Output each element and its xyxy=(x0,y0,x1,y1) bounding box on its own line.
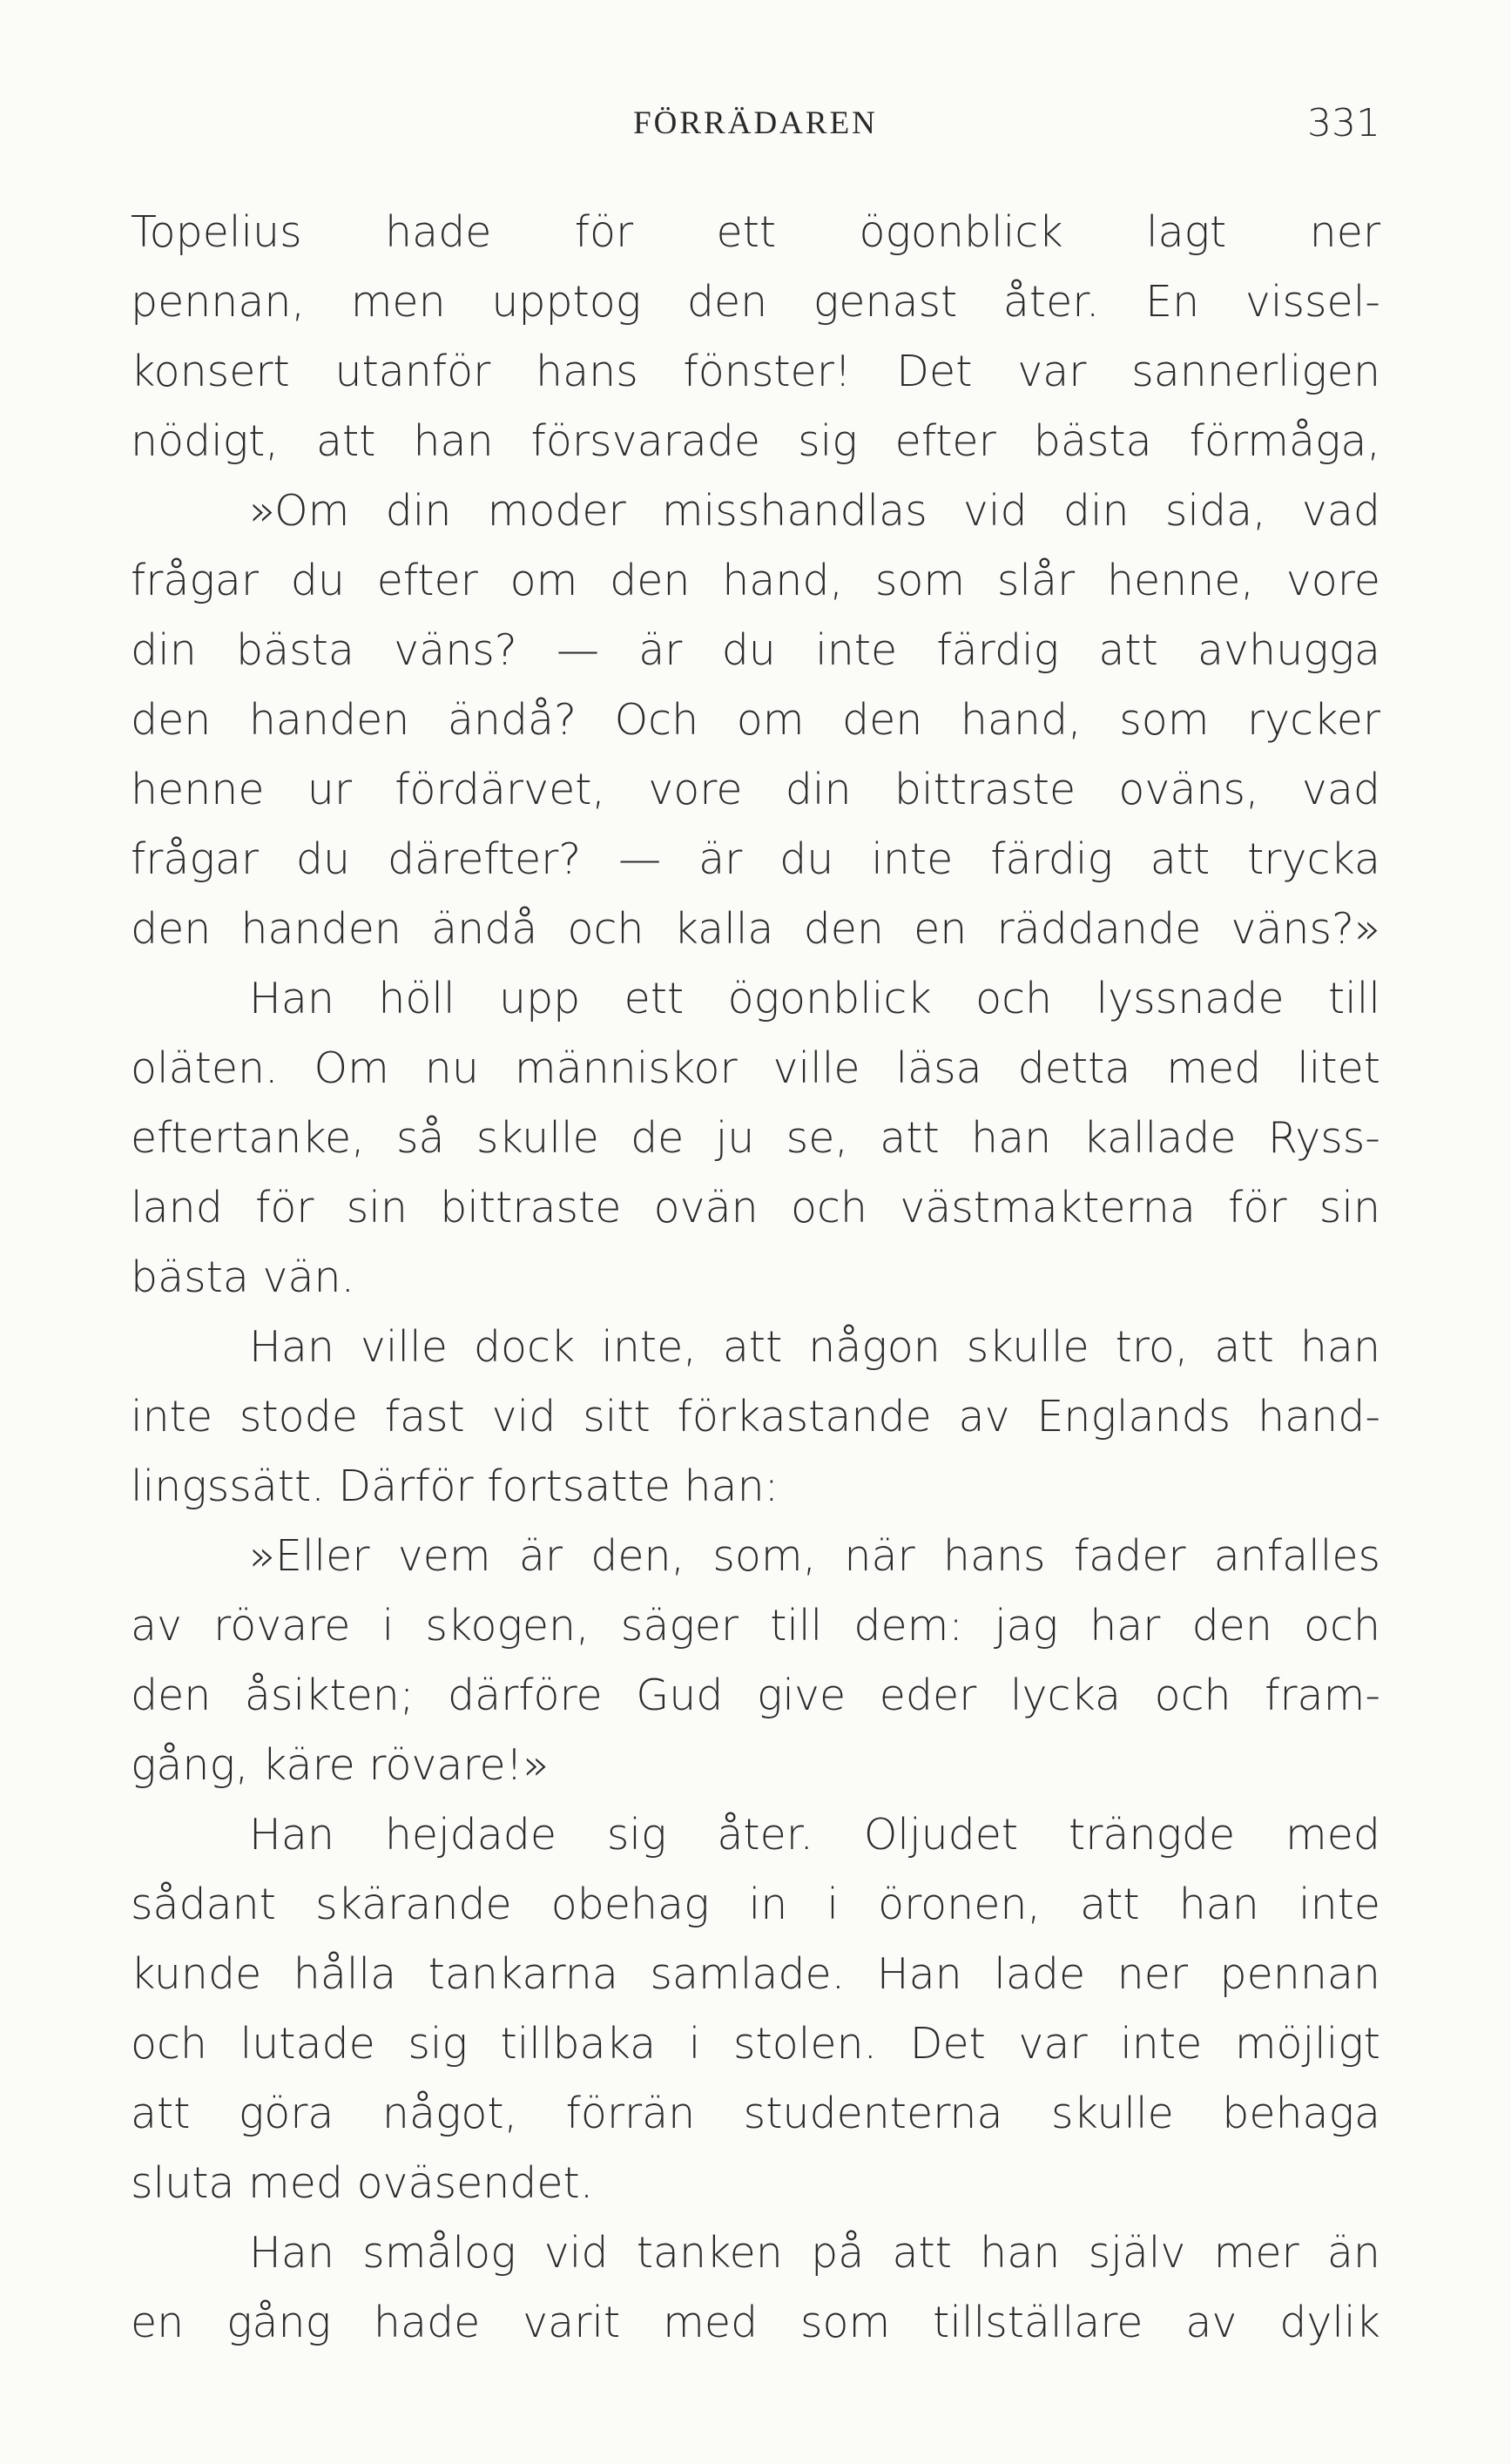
chapter-title: FÖRRÄDAREN xyxy=(633,105,878,141)
text-line: den åsikten; därföre Gud give eder lycka och fram- xyxy=(131,1671,1380,1720)
text-line: henne ur fördärvet, vore din bittraste oväns, vad xyxy=(131,765,1380,814)
text-line: av rövare i skogen, säger till dem: jag har den och xyxy=(131,1601,1380,1651)
text-line: Topelius hade för ett ögonblick lagt ner xyxy=(131,207,1380,257)
text-line: den handen ändå och kalla den en räddande väns?» xyxy=(131,904,1380,954)
text-line: Han ville dock inte, att någon skulle tro, att han xyxy=(249,1322,1380,1372)
page-number: 331 xyxy=(1307,101,1380,145)
text-line: inte stode fast vid sitt förkastande av Englands hand- xyxy=(131,1392,1380,1441)
text-line: frågar du efter om den hand, som slår henne, vore xyxy=(131,556,1380,605)
text-line: konsert utanför hans fönster! Det var sannerligen xyxy=(131,347,1380,396)
text-line: sådant skärande obehag in i öronen, att han inte xyxy=(131,1880,1380,1929)
text-line: gång, käre rövare!» xyxy=(131,1740,550,1790)
text-line: oläten. Om nu människor ville läsa detta med litet xyxy=(131,1043,1380,1093)
text-line: Han höll upp ett ögonblick och lyssnade till xyxy=(249,974,1380,1023)
text-line: »Om din moder misshandlas vid din sida, vad xyxy=(249,486,1380,536)
text-line: eftertanke, så skulle de ju se, att han kallade Ryss- xyxy=(131,1113,1380,1163)
text-line: en gång hade varit med som tillställare av dylik xyxy=(131,2298,1380,2347)
text-line: sluta med oväsendet. xyxy=(131,2158,594,2208)
text-line: att göra något, förrän studenterna skulle behaga xyxy=(131,2089,1380,2138)
text-line: kunde hålla tankarna samlade. Han lade ner pennan xyxy=(131,1949,1380,1999)
text-line: den handen ändå? Och om den hand, som rycker xyxy=(131,695,1380,745)
text-line: och lutade sig tillbaka i stolen. Det var inte möjligt xyxy=(131,2019,1380,2069)
text-line: land för sin bittraste ovän och västmakterna för sin xyxy=(131,1183,1380,1232)
text-line: »Eller vem är den, som, när hans fader anfalles xyxy=(249,1531,1380,1581)
text-line: lingssätt. Därför fortsatte han: xyxy=(131,1462,779,1511)
running-head xyxy=(131,98,1380,150)
text-line: frågar du därefter? — är du inte färdig att trycka xyxy=(131,834,1380,884)
text-line: Han hejdade sig åter. Oljudet trängde med xyxy=(249,1810,1380,1860)
text-line: pennan, men upptog den genast åter. En vissel- xyxy=(131,277,1380,327)
text-line: nödigt, att han försvarade sig efter bästa förmåga, xyxy=(131,416,1380,466)
text-line: din bästa väns? — är du inte färdig att avhugga xyxy=(131,625,1380,675)
text-line: Han smålog vid tanken på att han själv mer än xyxy=(249,2228,1380,2278)
text-line: bästa vän. xyxy=(131,1252,355,1302)
body-text xyxy=(131,198,1380,2358)
